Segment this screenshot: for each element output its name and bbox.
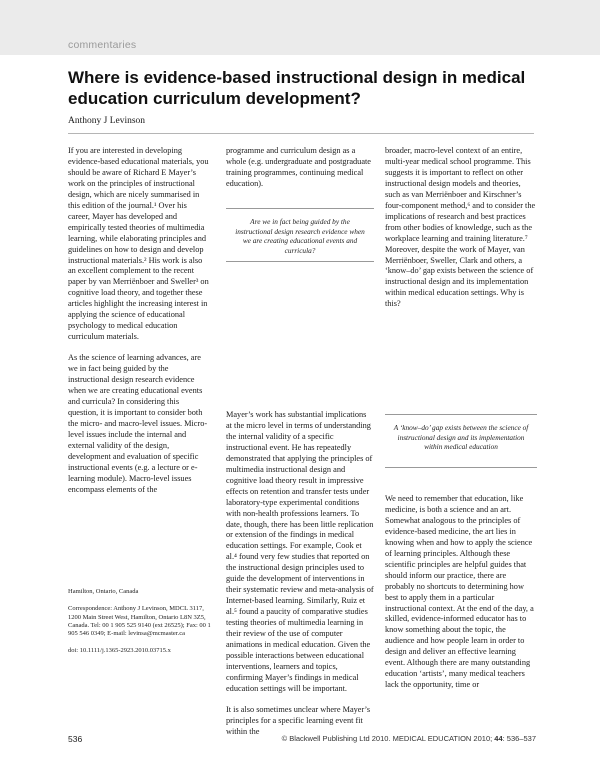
section-label: commentaries	[68, 39, 137, 51]
author-name: Anthony J Levinson	[68, 116, 146, 126]
correspondence: Correspondence: Anthony J Levinson, MDCL 3117, 1200 Main Street West, Hamilton, Ontario L8N 3Z5, Canada. Tel: 00 1 905 525 9140 (ext 26525); Fax: 00 1 905 546 0349; E-mail: levinsa@mcmaster.ca	[68, 605, 211, 638]
page-number: 536	[68, 734, 83, 744]
column-3-top	[385, 146, 537, 320]
doi: doi: 10.1111/j.1365-2923.2010.03715.x	[68, 647, 171, 655]
col1-paragraph-1: If you are interested in developing evidence-based educational materials, you should be aware of Richard E Mayer’s work on the principles of instructional design, which are nicely summarised in this edition of the journal.¹ Over his career, Mayer has developed and empirically tested theories of multimedia learning, while elaborating principles and guidelines on how to design and develop instructional materials.² His work is also an excellent complement to the recent paper by van Merriënboer and Sweller³ on cognitive load theory, and together these articles highlight the increasing interest in applying the science of educational psychology to medical education curriculum materials.	[68, 146, 209, 342]
column-1	[68, 146, 210, 506]
footer-copyright: © Blackwell Publishing Ltd 2010. MEDICAL EDUCATION 2010;	[281, 734, 495, 743]
article-title: Where is evidence-based instructional design in medical education curriculum development?	[68, 68, 526, 108]
pull-quote-1: Are we in fact being guided by the instructional design research evidence when we are creating educational events and curricula?	[226, 208, 374, 262]
pull-quote-2: A ‘know–do’ gap exists between the science of instructional design and its implementation within medical education	[385, 414, 537, 468]
col1-paragraph-2: As the science of learning advances, are we in fact being guided by the instructional design research evidence when we are creating educational events and curricula? In considering this question, it is important to consider both the micro- and macro-level issues. Micro-level issues include the internal and external validity of the design, development and evaluation of specific instructional events (e.g. a lecture or e-learning module). Macro-level issues encompass elements of the	[68, 353, 208, 494]
title-divider	[68, 133, 534, 134]
footer-pages: : 536–537	[502, 734, 536, 743]
column-2-top	[226, 146, 374, 200]
col2-paragraph-1: programme and curriculum design as a whole (e.g. undergraduate and postgraduate training programmes, continuing medical education).	[226, 146, 371, 188]
column-3-body	[385, 494, 537, 691]
affiliation-block	[68, 588, 213, 665]
col3-paragraph-2: We need to remember that education, like medicine, is both a science and an art. Somewhat analogous to the principles of evidence-based medicine, the art lies in knowing when and how to apply the science of learning principles. Although these scientific principles are helpful guides that should inform our practice, there are probably no shortcuts to determining how best to apply them in a particular instructional context. At the end of the day, a skilled, evidence-informed educator has to know something about the topic, the audience and how people learn in order to design and deliver an effective learning event. Although there are many outstanding education ‘artists’, many medical teachers lack the opportunity, time or	[385, 494, 534, 690]
col3-paragraph-1: broader, macro-level context of an entire, multi-year medical school programme. This suggests it is important to reflect on other instructional design models and theories, such as van Merriënboer and Kirschner’s four-component method,⁶ and to consider the implications of research and best practices from other bodies of knowledge, such as the workplace learning and training literature.⁷ Moreover, despite the work of Mayer, van Merriënboer, Sweller, Clark and others, a ‘know–do’ gap exists between the science of instructional design and its implementation within medical education settings. Why is this?	[385, 146, 536, 309]
footer-volume: 44	[494, 734, 503, 743]
affiliation-location: Hamilton, Ontario, Canada	[68, 588, 139, 595]
col2-paragraph-2: Mayer’s work has substantial implications at the micro level in terms of understanding the internal validity of a specific instructional event. He has repeatedly demonstrated that applying the principles of multimedia instructional design and cognitive load theory result in impressive effects on retention and transfer tests under laboratory-type experimental conditions with non-health professions learners. To date, though, there has been little replication or extension of the findings in medical education settings. For example, Cook et al.⁴ found very few studies that reported on the instructional design principles used to guide the development of interventions in their systematic review and meta-analysis of Internet-based learning. Similarly, Ruiz et al.⁵ found a paucity of comparative studies testing theories of multimedia learning in their review of the use of computer animations in medical education. Given the possible interactions between educational interventions, learners and topics, confirming Mayer’s findings in medical education settings will be important.	[226, 410, 374, 693]
page-footer	[282, 734, 536, 743]
col2-paragraph-3: It is also sometimes unclear where Mayer’s principles for a specific learning event fit within the	[226, 704, 371, 736]
column-2-body	[226, 410, 374, 738]
